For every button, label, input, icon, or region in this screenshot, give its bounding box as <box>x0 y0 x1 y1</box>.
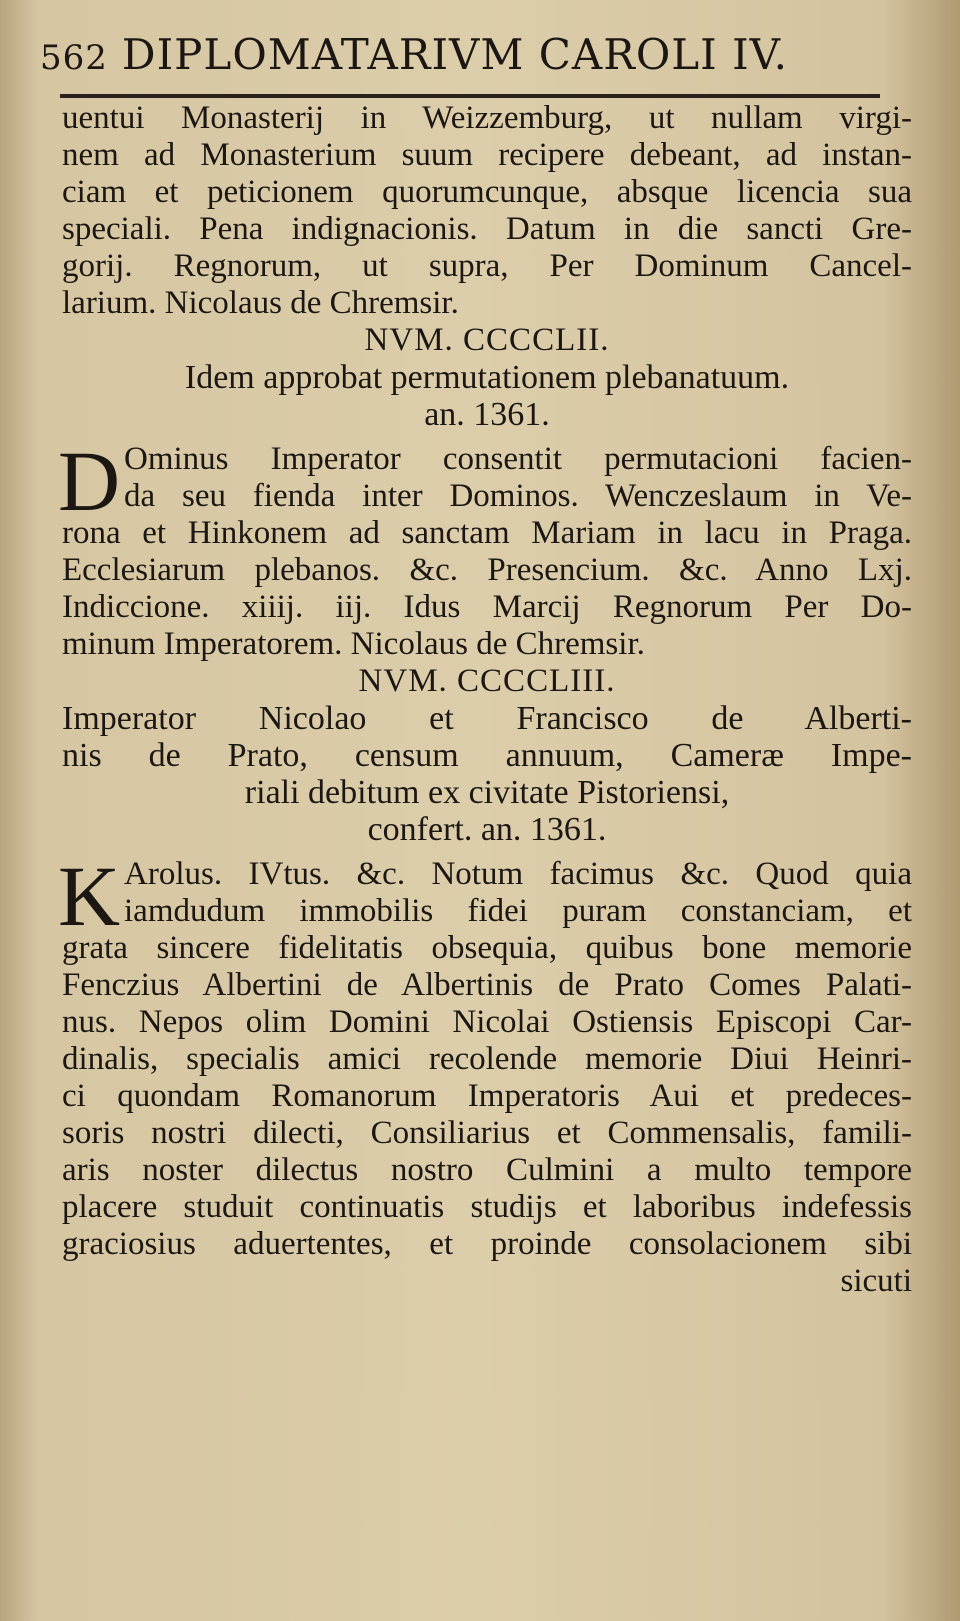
drop-cap: K <box>58 848 121 944</box>
document-number: NVM. CCCCLII. <box>364 322 610 358</box>
text-line: nus. Nepos olim Domini Nicolai Ostiensis Episcopi Car- <box>62 1004 912 1040</box>
page-body <box>58 100 912 1300</box>
page-number: 562 <box>40 38 108 78</box>
document-title: Imperator Nicolao et Francisco de Alberti- <box>62 700 912 737</box>
text-line: graciosius aduertentes, et proinde consolacionem sibi <box>62 1226 912 1262</box>
document-number: NVM. CCCCLIII. <box>358 663 616 699</box>
document-title: riali debitum ex civitate Pistoriensi, <box>244 774 730 811</box>
paragraph-continued <box>62 100 912 322</box>
text-line: ciam et peticionem quorumcunque, absque licencia sua <box>62 174 912 210</box>
text-line: minum Imperatorem. Nicolaus de Chremsir. <box>62 626 645 662</box>
document-title: Idem approbat permutationem plebanatuum. <box>184 359 790 396</box>
text-line: aris noster dilectus nostro Culmini a multo tempore <box>62 1152 912 1188</box>
document-date: confert. an. 1361. <box>367 811 607 848</box>
text-line: dinalis, specialis amici recolende memorie Diui Heinri- <box>62 1041 912 1077</box>
paragraph-452 <box>58 433 912 663</box>
text-line: Ominus Imperator consentit permutacioni facien- <box>124 441 912 477</box>
text-line: grata sincere fidelitatis obsequia, quibus bone memorie <box>62 930 912 966</box>
text-line: ci quondam Romanorum Imperatoris Aui et predeces- <box>62 1078 912 1114</box>
catchword: sicuti <box>840 1263 912 1299</box>
text-line: gorij. Regnorum, ut supra, Per Dominum Cancel- <box>62 248 912 284</box>
text-line: rona et Hinkonem ad sanctam Mariam in lacu in Praga. <box>62 515 912 551</box>
text-line: Ecclesiarum plebanos. &c. Presencium. &c. Anno Lxj. <box>62 552 912 588</box>
text-line: nem ad Monasterium suum recipere debeant, ad instan- <box>62 137 912 173</box>
page-header <box>40 30 890 90</box>
drop-cap: D <box>58 433 121 529</box>
text-line: soris nostri dilecti, Consiliarius et Commensalis, famili- <box>62 1115 912 1151</box>
header-rule <box>60 94 880 98</box>
paragraph-453 <box>58 848 912 1263</box>
text-line: uentui Monasterij in Weizzemburg, ut nullam virgi- <box>62 100 912 136</box>
text-line: Fenczius Albertini de Albertinis de Prato Comes Palati- <box>62 967 912 1003</box>
document-date: an. 1361. <box>424 396 550 433</box>
text-line: placere studuit continuatis studijs et laboribus indefessis <box>62 1189 912 1225</box>
text-line: speciali. Pena indignacionis. Datum in die sancti Gre- <box>62 211 912 247</box>
running-title: DIPLOMATARIVM CAROLI IV. <box>121 30 789 79</box>
text-line: Arolus. IVtus. &c. Notum facimus &c. Quod quia <box>124 856 912 892</box>
text-line: iamdudum immobilis fidei puram constanciam, et <box>124 893 912 929</box>
document-title: nis de Prato, censum annuum, Cameræ Impe- <box>62 737 912 774</box>
text-line: larium. Nicolaus de Chremsir. <box>62 285 459 321</box>
text-line: da seu fienda inter Dominos. Wenczeslaum in Ve- <box>124 478 912 514</box>
text-line: Indiccione. xiiij. iij. Idus Marcij Regnorum Per Do- <box>62 589 912 625</box>
